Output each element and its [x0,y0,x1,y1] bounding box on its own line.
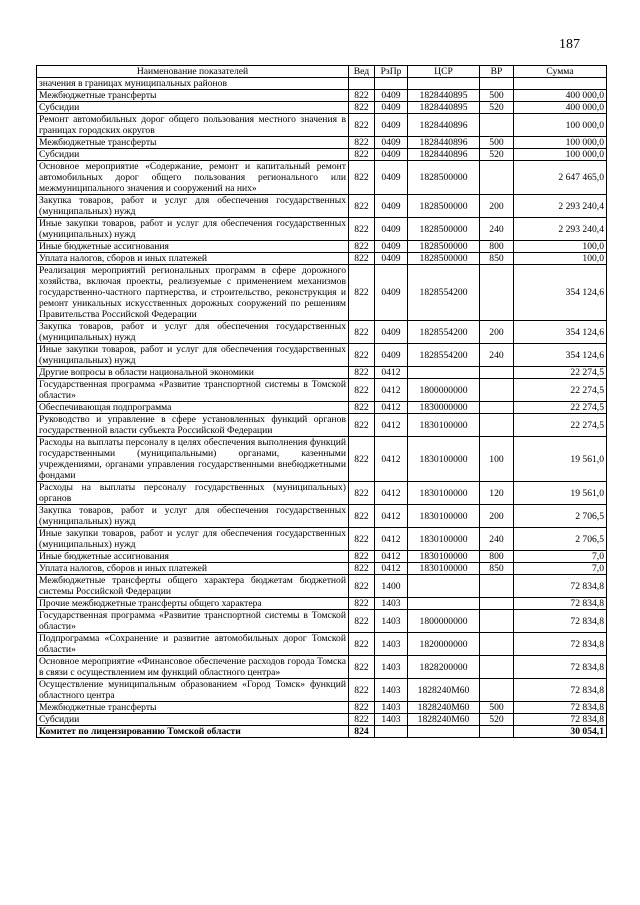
cell-vr: 520 [480,149,514,161]
table-row [37,149,607,161]
cell-name: Расходы на выплаты персоналу государственных (муниципальных) органов [37,482,349,505]
cell-sum: 30 054,1 [514,726,607,738]
cell-csr: 1830100000 [408,563,480,575]
table-row [37,218,607,241]
cell-rzpr: 0409 [375,161,408,195]
cell-csr: 1828500000 [408,253,480,265]
table-row [37,321,607,344]
header-ved: Вед [349,66,375,78]
cell-ved: 822 [349,633,375,656]
cell-name: значения в границах муниципальных районов [37,78,349,90]
cell-rzpr: 0409 [375,114,408,137]
cell-vr: 850 [480,563,514,575]
cell-vr: 240 [480,218,514,241]
cell-sum: 100 000,0 [514,114,607,137]
cell-vr [480,114,514,137]
table-row [37,241,607,253]
cell-csr: 1830000000 [408,402,480,414]
cell-sum: 72 834,8 [514,702,607,714]
cell-csr: 1800000000 [408,379,480,402]
cell-csr: 1828440896 [408,149,480,161]
table-row [37,482,607,505]
cell-rzpr: 0412 [375,367,408,379]
cell-name: Иные закупки товаров, работ и услуг для обеспечения государственных (муниципальных) нужд [37,528,349,551]
header-sum: Сумма [514,66,607,78]
cell-sum: 2 706,5 [514,528,607,551]
cell-sum: 22 274,5 [514,367,607,379]
table-row [37,102,607,114]
cell-vr [480,598,514,610]
cell-name: Межбюджетные трансферты [37,137,349,149]
table-row [37,161,607,195]
cell-csr: 1828240М60 [408,714,480,726]
cell-ved: 822 [349,195,375,218]
cell-rzpr: 0409 [375,253,408,265]
cell-ved: 822 [349,528,375,551]
cell-csr: 1828240М60 [408,679,480,702]
cell-rzpr [375,78,408,90]
cell-ved [349,78,375,90]
cell-name: Реализация мероприятий региональных программ в сфере дорожного хозяйства, включая проекты, реализуемые с применением механизмов государственно-частного партнерства, и строительство, реконструкция и ремонт уникальных искусственных дорожных сооружений по решениям Правительства Российской Федерации [37,265,349,321]
cell-sum: 72 834,8 [514,679,607,702]
cell-name: Субсидии [37,149,349,161]
cell-vr [480,656,514,679]
cell-vr [480,575,514,598]
cell-ved: 822 [349,505,375,528]
cell-sum: 72 834,8 [514,610,607,633]
cell-vr: 120 [480,482,514,505]
cell-rzpr: 0412 [375,551,408,563]
table-row [37,610,607,633]
cell-csr: 1830100000 [408,528,480,551]
cell-vr [480,161,514,195]
cell-rzpr: 1403 [375,598,408,610]
cell-ved: 822 [349,321,375,344]
cell-vr: 240 [480,344,514,367]
cell-ved: 822 [349,218,375,241]
cell-rzpr: 0409 [375,241,408,253]
cell-ved: 822 [349,149,375,161]
cell-sum: 2 647 465,0 [514,161,607,195]
cell-rzpr: 1403 [375,714,408,726]
table-row [37,402,607,414]
cell-csr [408,726,480,738]
cell-name: Иные закупки товаров, работ и услуг для обеспечения государственных (муниципальных) нужд [37,344,349,367]
cell-name: Уплата налогов, сборов и иных платежей [37,563,349,575]
cell-name: Комитет по лицензированию Томской области [37,726,349,738]
table-row [37,575,607,598]
cell-csr: 1828500000 [408,195,480,218]
table-row [37,633,607,656]
cell-sum: 19 561,0 [514,437,607,482]
cell-sum: 2 706,5 [514,505,607,528]
table-row [37,195,607,218]
cell-sum: 22 274,5 [514,402,607,414]
cell-rzpr: 0409 [375,344,408,367]
cell-rzpr: 1403 [375,656,408,679]
cell-vr: 200 [480,321,514,344]
cell-csr: 1830100000 [408,482,480,505]
cell-csr: 1828554200 [408,265,480,321]
cell-vr [480,726,514,738]
cell-csr: 1828500000 [408,161,480,195]
cell-vr [480,679,514,702]
cell-sum: 7,0 [514,563,607,575]
cell-sum: 72 834,8 [514,633,607,656]
table-row [37,563,607,575]
cell-name: Основное мероприятие «Финансовое обеспечение расходов города Томска в связи с осуществлением им функций областного центра» [37,656,349,679]
table-row [37,344,607,367]
cell-csr: 1830100000 [408,437,480,482]
cell-vr: 500 [480,702,514,714]
cell-name: Субсидии [37,102,349,114]
header-rzpr: РзПр [375,66,408,78]
cell-name: Субсидии [37,714,349,726]
cell-vr [480,78,514,90]
cell-ved: 822 [349,679,375,702]
cell-name: Закупка товаров, работ и услуг для обеспечения государственных (муниципальных) нужд [37,505,349,528]
cell-csr: 1828440896 [408,114,480,137]
cell-csr: 1828440895 [408,102,480,114]
cell-rzpr: 0409 [375,90,408,102]
table-row [37,379,607,402]
cell-sum: 72 834,8 [514,656,607,679]
table-row [37,528,607,551]
budget-table [36,65,607,738]
cell-ved: 822 [349,253,375,265]
cell-name: Прочие межбюджетные трансферты общего характера [37,598,349,610]
cell-ved: 822 [349,161,375,195]
cell-csr: 1828440896 [408,137,480,149]
cell-ved: 822 [349,90,375,102]
cell-ved: 822 [349,102,375,114]
table-row [37,137,607,149]
cell-rzpr: 1403 [375,679,408,702]
cell-csr [408,575,480,598]
cell-vr [480,402,514,414]
cell-rzpr: 0409 [375,102,408,114]
cell-sum: 22 274,5 [514,379,607,402]
table-row [37,253,607,265]
table-row [37,702,607,714]
cell-ved: 822 [349,563,375,575]
cell-vr: 800 [480,241,514,253]
cell-sum [514,78,607,90]
cell-rzpr [375,726,408,738]
cell-name: Подпрограмма «Сохранение и развитие автомобильных дорог Томской области» [37,633,349,656]
cell-ved: 822 [349,702,375,714]
cell-sum: 100 000,0 [514,137,607,149]
table-row [37,551,607,563]
cell-vr: 800 [480,551,514,563]
cell-csr: 1828500000 [408,218,480,241]
cell-ved: 822 [349,610,375,633]
cell-name: Уплата налогов, сборов и иных платежей [37,253,349,265]
cell-sum: 19 561,0 [514,482,607,505]
cell-csr: 1800000000 [408,610,480,633]
cell-sum: 354 124,6 [514,265,607,321]
cell-ved: 822 [349,551,375,563]
table-row [37,265,607,321]
cell-ved: 822 [349,241,375,253]
cell-rzpr: 0412 [375,379,408,402]
cell-rzpr: 0412 [375,482,408,505]
cell-vr: 520 [480,102,514,114]
table-row [37,437,607,482]
cell-ved: 822 [349,402,375,414]
cell-name: Межбюджетные трансферты [37,90,349,102]
cell-sum: 7,0 [514,551,607,563]
cell-rzpr: 0409 [375,218,408,241]
cell-vr [480,367,514,379]
cell-vr [480,610,514,633]
cell-name: Осуществление муниципальным образованием «Город Томск» функций областного центра [37,679,349,702]
cell-ved: 822 [349,575,375,598]
cell-vr [480,633,514,656]
header-csr: ЦСР [408,66,480,78]
cell-csr: 1828200000 [408,656,480,679]
cell-rzpr: 0412 [375,414,408,437]
cell-sum: 400 000,0 [514,90,607,102]
cell-sum: 100,0 [514,241,607,253]
cell-csr: 1830100000 [408,505,480,528]
cell-ved: 822 [349,414,375,437]
cell-rzpr: 0409 [375,321,408,344]
cell-name: Иные закупки товаров, работ и услуг для обеспечения государственных (муниципальных) нужд [37,218,349,241]
cell-vr: 240 [480,528,514,551]
cell-csr: 1820000000 [408,633,480,656]
cell-csr: 1828240М60 [408,702,480,714]
cell-rzpr: 0409 [375,265,408,321]
table-row [37,90,607,102]
cell-csr [408,367,480,379]
cell-vr: 850 [480,253,514,265]
table-row [37,367,607,379]
cell-rzpr: 0412 [375,505,408,528]
cell-ved: 824 [349,726,375,738]
cell-name: Расходы на выплаты персоналу в целях обеспечения выполнения функций государственными (муниципальными) органами, казенными учреждениями, органами управления государственными внебюджетными фондами [37,437,349,482]
cell-sum: 100,0 [514,253,607,265]
table-row [37,414,607,437]
cell-ved: 822 [349,437,375,482]
cell-ved: 822 [349,598,375,610]
cell-rzpr: 1403 [375,702,408,714]
table-row [37,78,607,90]
cell-rzpr: 0409 [375,149,408,161]
cell-csr: 1828440895 [408,90,480,102]
cell-csr: 1828554200 [408,321,480,344]
cell-ved: 822 [349,114,375,137]
header-name: Наименование показателей [37,66,349,78]
cell-ved: 822 [349,265,375,321]
cell-vr: 100 [480,437,514,482]
cell-name: Закупка товаров, работ и услуг для обеспечения государственных (муниципальных) нужд [37,195,349,218]
cell-ved: 822 [349,137,375,149]
cell-ved: 822 [349,714,375,726]
cell-sum: 2 293 240,4 [514,195,607,218]
cell-sum: 354 124,6 [514,321,607,344]
cell-csr [408,598,480,610]
table-row [37,726,607,738]
cell-sum: 72 834,8 [514,598,607,610]
cell-name: Иные бюджетные ассигнования [37,241,349,253]
table-header-row [37,66,607,78]
cell-name: Ремонт автомобильных дорог общего пользования местного значения в границах городских округов [37,114,349,137]
cell-sum: 400 000,0 [514,102,607,114]
cell-vr: 500 [480,90,514,102]
cell-ved: 822 [349,482,375,505]
cell-name: Обеспечивающая подпрограмма [37,402,349,414]
cell-name: Межбюджетные трансферты общего характера бюджетам бюджетной системы Российской Федерации [37,575,349,598]
cell-rzpr: 1403 [375,633,408,656]
cell-rzpr: 0412 [375,528,408,551]
cell-vr [480,379,514,402]
table-row [37,505,607,528]
cell-name: Межбюджетные трансферты [37,702,349,714]
cell-vr: 500 [480,137,514,149]
cell-vr [480,265,514,321]
cell-rzpr: 0409 [375,137,408,149]
cell-name: Государственная программа «Развитие транспортной системы в Томской области» [37,379,349,402]
cell-ved: 822 [349,656,375,679]
table-row [37,656,607,679]
cell-vr: 200 [480,505,514,528]
header-vr: ВР [480,66,514,78]
cell-rzpr: 0412 [375,437,408,482]
cell-csr: 1828500000 [408,241,480,253]
cell-csr [408,78,480,90]
cell-name: Иные бюджетные ассигнования [37,551,349,563]
cell-name: Другие вопросы в области национальной экономики [37,367,349,379]
cell-rzpr: 0412 [375,563,408,575]
cell-sum: 22 274,5 [514,414,607,437]
cell-vr: 200 [480,195,514,218]
cell-rzpr: 1403 [375,610,408,633]
cell-sum: 354 124,6 [514,344,607,367]
cell-vr: 520 [480,714,514,726]
cell-ved: 822 [349,367,375,379]
cell-ved: 822 [349,344,375,367]
table-row [37,114,607,137]
table-row [37,679,607,702]
cell-name: Государственная программа «Развитие транспортной системы в Томской области» [37,610,349,633]
table-row [37,598,607,610]
cell-csr: 1828554200 [408,344,480,367]
cell-rzpr: 0409 [375,195,408,218]
cell-name: Закупка товаров, работ и услуг для обеспечения государственных (муниципальных) нужд [37,321,349,344]
cell-csr: 1830100000 [408,414,480,437]
cell-csr: 1830100000 [408,551,480,563]
table-row [37,714,607,726]
cell-name: Руководство и управление в сфере установленных функций органов государственной власти субъекта Российской Федерации [37,414,349,437]
cell-rzpr: 0412 [375,402,408,414]
cell-sum: 72 834,8 [514,575,607,598]
cell-sum: 100 000,0 [514,149,607,161]
cell-name: Основное мероприятие «Содержание, ремонт и капитальный ремонт автомобильных дорог общего пользования регионального или межмуниципального значения и сооружений на них» [37,161,349,195]
page-number: 187 [559,37,580,52]
cell-rzpr: 1400 [375,575,408,598]
cell-sum: 72 834,8 [514,714,607,726]
cell-ved: 822 [349,379,375,402]
cell-vr [480,414,514,437]
cell-sum: 2 293 240,4 [514,218,607,241]
